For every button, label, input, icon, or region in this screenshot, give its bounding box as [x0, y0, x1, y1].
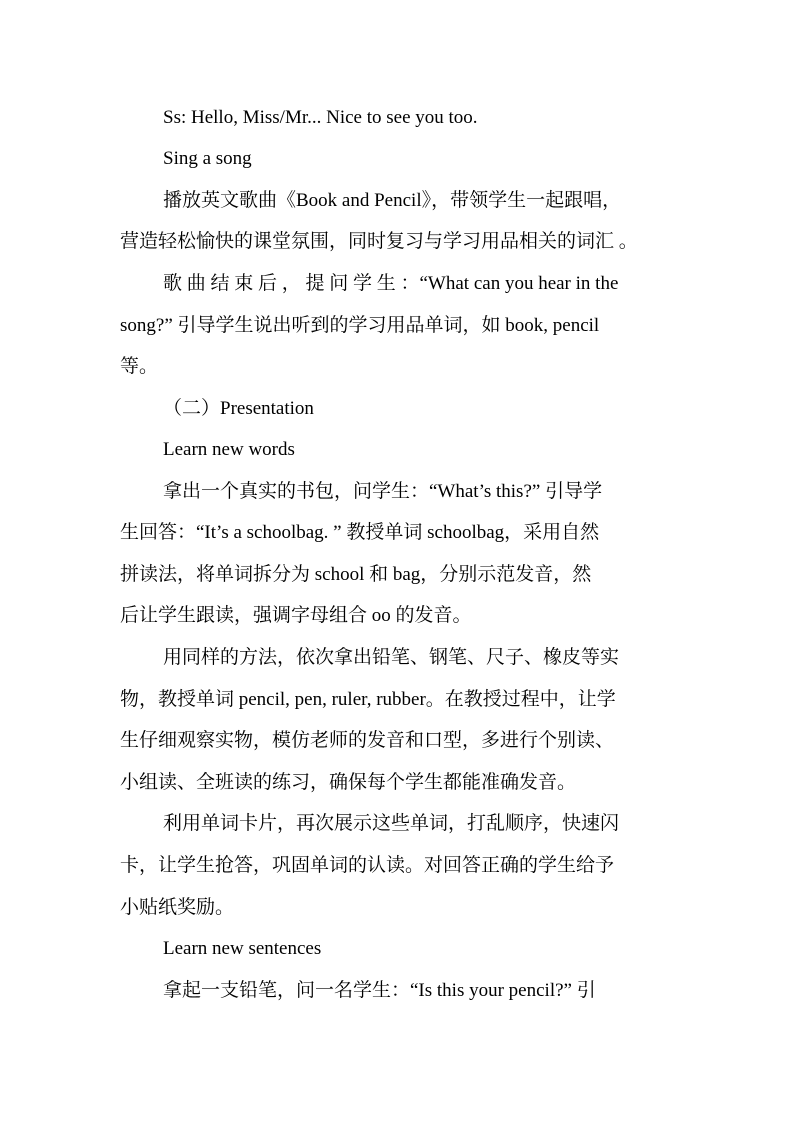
paragraph-line: 小贴纸奖励。 [120, 897, 235, 918]
subheading-sing-a-song: Sing a song [163, 148, 252, 169]
subheading-learn-new-sentences: Learn new sentences [163, 938, 322, 959]
paragraph-line: 歌 曲 结 束 后 ， 提 问 学 生 ：“What can you hear in the [163, 273, 619, 294]
paragraph-line: 利用单词卡片，再次展示这些单词，打乱顺序，快速闪 [163, 813, 620, 834]
paragraph-line: 拼读法，将单词拆分为 school 和 bag，分别示范发音，然 [120, 564, 592, 585]
paragraph-line: 生回答：“It’s a schoolbag. ” 教授单词 schoolbag，采用自然 [120, 522, 600, 543]
paragraph-line: 拿出一个真实的书包，问学生：“What’s this?” 引导学 [163, 481, 603, 502]
paragraph-line: 后让学生跟读，强调字母组合 oo 的发音。 [120, 605, 472, 626]
paragraph-line: 拿起一支铅笔，问一名学生：“Is this your pencil?” 引 [163, 980, 596, 1001]
paragraph-line: 小组读、全班读的练习，确保每个学生都能准确发音。 [120, 772, 577, 793]
section-heading-presentation: （二）Presentation [163, 398, 314, 419]
paragraph-line: song?” 引导学生说出听到的学习用品单词，如 book, pencil [120, 315, 600, 336]
paragraph-line: 卡，让学生抢答，巩固单词的认读。对回答正确的学生给予 [120, 855, 615, 876]
paragraph-line: 生仔细观察实物，模仿老师的发音和口型，多进行个别读、 [120, 730, 615, 751]
paragraph-line: 播放英文歌曲《Book and Pencil》，带领学生一起跟唱， [163, 190, 622, 211]
dialogue-line: Ss: Hello, Miss/Mr... Nice to see you too. [163, 107, 478, 128]
paragraph-line: 营造轻松愉快的课堂氛围，同时复习与学习用品相关的词汇 。 [120, 231, 638, 252]
paragraph-line: 用同样的方法，依次拿出铅笔、钢笔、尺子、橡皮等实 [163, 647, 620, 668]
paragraph-line: 等。 [120, 356, 159, 377]
paragraph-line: 物，教授单词 pencil, pen, ruler, rubber。在教授过程中，让学 [120, 689, 616, 710]
subheading-learn-new-words: Learn new words [163, 439, 295, 460]
